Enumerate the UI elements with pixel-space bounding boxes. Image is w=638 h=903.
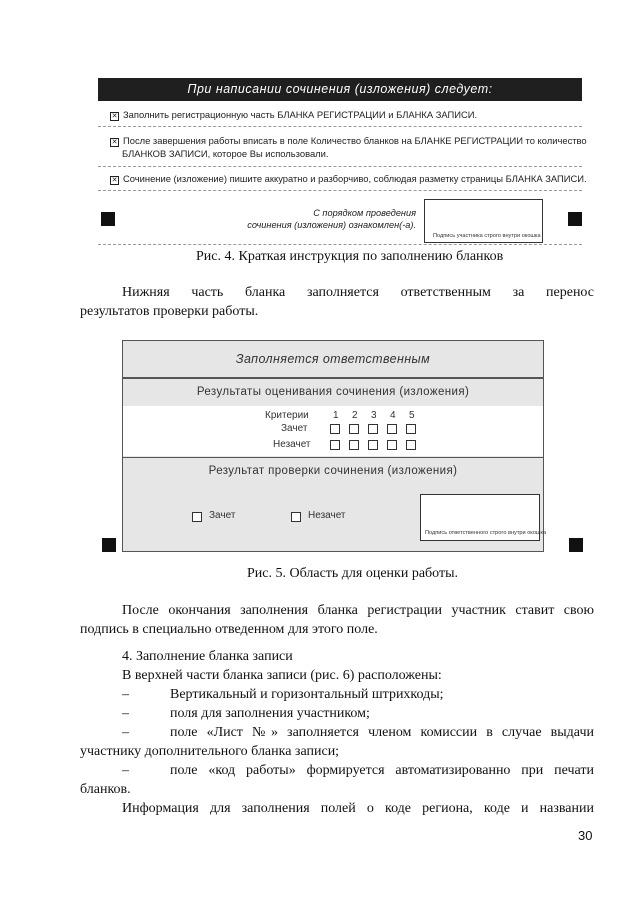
pass-label: Зачет — [281, 423, 308, 434]
fail-label: Незачет — [273, 439, 311, 450]
results-title: Результаты оценивания сочинения (изложения) — [123, 378, 543, 407]
criterion-number: 3 — [371, 410, 377, 421]
result-pass-checkbox[interactable] — [192, 512, 202, 522]
section-intro: В верхней части бланка записи (рис. 6) расположены: — [122, 668, 442, 683]
result-fail-label: Незачет — [308, 510, 346, 521]
criterion-number: 2 — [352, 410, 358, 421]
checked-box-icon — [110, 112, 119, 121]
instruction-item-3: ✕Сочинение (изложение) пишите аккуратно и разборчиво, соблюдая разметку страницы БЛАНКА ЗАПИСИ. — [110, 172, 587, 185]
result-fail-checkbox[interactable] — [291, 512, 301, 522]
responsible-signature-box[interactable] — [420, 494, 547, 541]
bullet-item: – поля для заполнения участником; — [122, 706, 370, 721]
section-heading: 4. Заполнение бланка записи — [122, 649, 293, 664]
bullet-item: – поле «Лист №» заполняется членом комиссии в случае выдачи — [122, 725, 594, 740]
dash-bullet: – — [122, 687, 129, 702]
alignment-marker — [101, 212, 115, 226]
criterion-3-fail-checkbox[interactable] — [368, 440, 378, 450]
criterion-4-fail-checkbox[interactable] — [387, 440, 397, 450]
alignment-marker — [102, 538, 116, 552]
bullet-continuation: участнику дополнительного бланка записи; — [80, 744, 340, 759]
criterion-4-pass-checkbox[interactable] — [387, 424, 397, 434]
divider — [98, 190, 582, 191]
criterion-number: 1 — [333, 410, 339, 421]
paragraph-line: Нижняя часть бланка заполняется ответственным за перенос — [122, 285, 594, 300]
criterion-number: 4 — [390, 410, 396, 421]
criterion-2-pass-checkbox[interactable] — [349, 424, 359, 434]
dash-bullet: – — [122, 725, 129, 740]
divider — [98, 166, 582, 167]
criterion-1-pass-checkbox[interactable] — [330, 424, 340, 434]
paragraph-line: подпись в специально отведенном для этого поле. — [80, 622, 378, 637]
criterion-5-fail-checkbox[interactable] — [406, 440, 416, 450]
check-result-title: Результат проверки сочинения (изложения) — [123, 457, 543, 485]
bullet-item: – поле «код работы» формируется автоматизированно при печати — [122, 763, 594, 778]
bullet-continuation: бланков. — [80, 782, 131, 797]
criteria-label: Критерии — [265, 410, 309, 421]
alignment-marker — [569, 538, 583, 552]
checked-box-icon — [110, 176, 119, 185]
dash-bullet: – — [122, 706, 129, 721]
signature-caption: Подпись участника строго внутри окошка — [433, 233, 541, 239]
result-panel — [123, 484, 547, 551]
figure-4-caption: Рис. 4. Краткая инструкция по заполнению бланков — [196, 249, 504, 264]
procedure-ack-text: С порядком проведения сочинения (изложения) ознакомлен(-а). — [247, 208, 416, 230]
instruction-item-2: ✕После завершения работы вписать в поле Количество бланков на БЛАНКЕ РЕГИСТРАЦИИ то количество БЛАНКОВ ЗАПИСИ, которое Вы использовали. — [110, 134, 587, 160]
result-pass-label: Зачет — [209, 510, 236, 521]
checked-box-icon — [110, 138, 119, 147]
criterion-2-fail-checkbox[interactable] — [349, 440, 359, 450]
alignment-marker — [568, 212, 582, 226]
paragraph-line: результатов проверки работы. — [80, 304, 259, 319]
instruction-header: При написании сочинения (изложения) следует: — [98, 78, 582, 101]
bullet-item: – Вертикальный и горизонтальный штрихкоды; — [122, 687, 444, 702]
criterion-5-pass-checkbox[interactable] — [406, 424, 416, 434]
criteria-panel — [123, 406, 543, 456]
criterion-number: 5 — [409, 410, 415, 421]
divider — [98, 244, 582, 245]
paragraph-line: Информация для заполнения полей о коде региона, коде и названии — [122, 801, 594, 816]
divider — [98, 126, 582, 127]
dash-bullet: – — [122, 763, 129, 778]
paragraph-line: После окончания заполнения бланка регистрации участник ставит свою — [122, 603, 594, 618]
instruction-item-1: ✕Заполнить регистрационную часть БЛАНКА РЕГИСТРАЦИИ и БЛАНКА ЗАПИСИ. — [110, 108, 477, 121]
criterion-3-pass-checkbox[interactable] — [368, 424, 378, 434]
participant-signature-box[interactable] — [424, 199, 543, 243]
signature-caption: Подпись ответственного строго внутри окошка — [425, 530, 547, 536]
figure-5-caption: Рис. 5. Область для оценки работы. — [247, 566, 459, 581]
form-title: Заполняется ответственным — [123, 341, 543, 378]
evaluation-area-form — [122, 340, 547, 552]
criterion-1-fail-checkbox[interactable] — [330, 440, 340, 450]
page-number: 30 — [578, 828, 593, 843]
